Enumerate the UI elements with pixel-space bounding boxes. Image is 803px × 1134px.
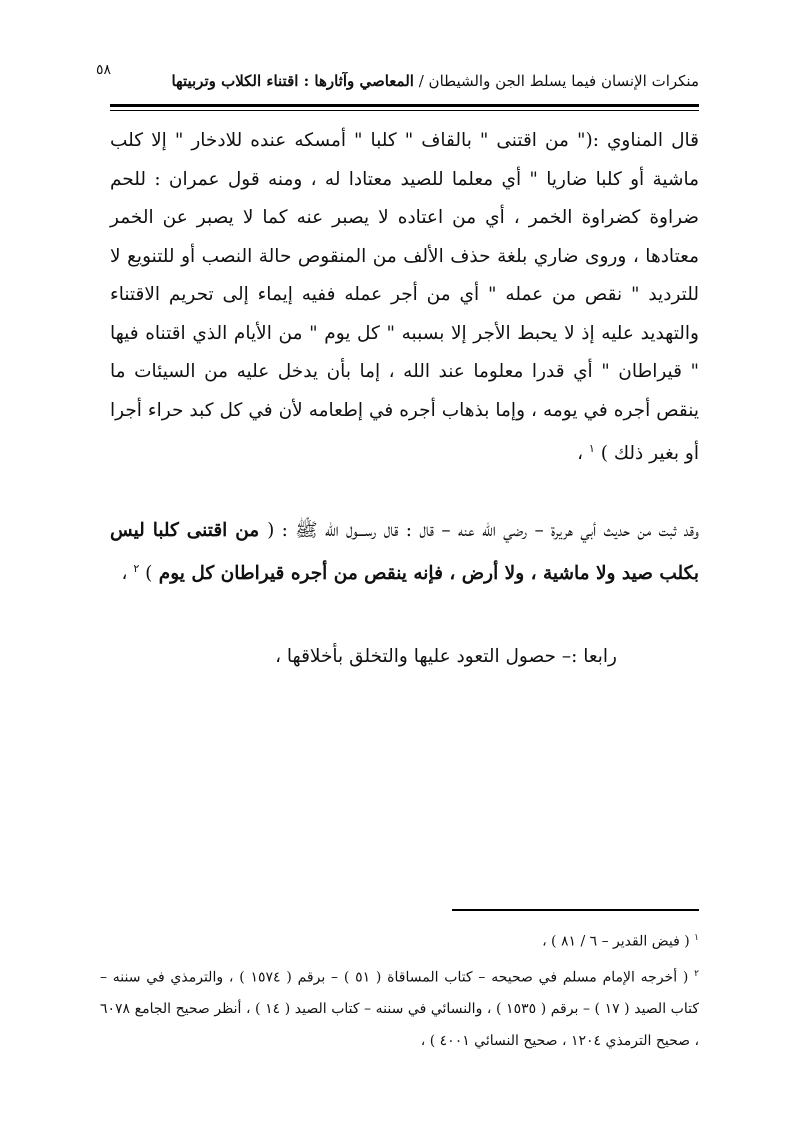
footnote-2 xyxy=(100,958,699,1058)
footnote-1-text: ( فيض القدير – ٦ / ٨١ ) ، xyxy=(542,933,690,950)
footnote-2-text: ( أخرجه الإمام مسلم في صحيحه – كتاب المساقاة ( ٥١ ) – برقم ( ١٥٧٤ ) ، والترمذي في سننه – كتاب الصيد ( ١٧ ) – برقم ( ١٥٣٥ ) ، والنسائي في سننه – كتاب الصيد ( ١٤ ) ، أنظر صحيح الجامع ٦٠٧٨ ، صحيح الترمذي ١٢٠٤ ، صحيح النسائي ٤٠٠١ ) ، xyxy=(100,969,699,1050)
footnote-ref-2[interactable]: ٢ xyxy=(133,562,140,576)
paragraph-munawi-text: قال المناوي :(" من اقتنى " بالقاف " كلبا " أمسكه عنده للادخار " إلا كلب ماشية أو كلبا ضاريا " أي معلما للصيد معتادا له ، ومنه قول عمران : للحم ضراوة كضراوة الخمر ، أي من اعتاده لا يصبر عنه كما لا يصبر عن الخمر معتادها ، وروى ضاري بلغة حذف الألف من المنقوص حالة النصب أو للتنويع لا للترديد " نقص من عمله " أي من أجر عمله ففيه إيماء إلى تحريم الاقتناء والتهديد عليه إذ لا يحبط الأجر إلا بسببه " كل يوم " من الأيام الذي اقتناه فيها " قيراطان " أي قدرا معلوما عند الله ، إما بأن يدخل عليه من السيئات ما ينقص أجره في يومه ، وإما بذهاب أجره في إطعامه لأن في كل كبد حراء أجرا أو بغير ذلك ) xyxy=(110,130,699,465)
footnotes xyxy=(100,922,699,1057)
header-chapter-title: المعاصي وآثارها : اقتناء الكلاب وتربيتها xyxy=(171,72,414,90)
paragraph-munawi-end: ، xyxy=(577,443,589,465)
hadith-intro: وقد ثبت من حديث أبي هريرة – رضي الله عنه – قال : قال رســـول الله ﷺ : ( xyxy=(267,519,699,541)
footnote-2-number: ٢ xyxy=(694,968,699,979)
paragraph-fourth-point: رابعا :– حصول التعود عليها والتخلق بأخلاقها ، xyxy=(275,645,617,667)
footnote-separator xyxy=(452,909,699,911)
hadith-text: من اقتنى كلبا ليس بكلب صيد ولا ماشية ، ولا أرض ، فإنه ينقص من أجره قيراطان كل يوم xyxy=(110,519,699,585)
footnote-1 xyxy=(100,922,699,958)
page-number: ٥٨ xyxy=(96,62,112,78)
header-rule-thick xyxy=(110,104,699,107)
paragraph-hadith xyxy=(110,512,699,594)
running-header xyxy=(150,72,699,102)
footnote-ref-1[interactable]: ١ xyxy=(588,442,595,455)
footnote-1-number: ١ xyxy=(694,933,699,943)
paragraph-munawi xyxy=(110,122,699,474)
header-rule-thin xyxy=(110,110,699,111)
hadith-close: ) xyxy=(145,563,153,585)
hadith-end: ، xyxy=(121,563,134,585)
header-book-title: منكرات الإنسان فيما يسلط الجن والشيطان / xyxy=(418,72,699,90)
main-text xyxy=(110,122,699,676)
